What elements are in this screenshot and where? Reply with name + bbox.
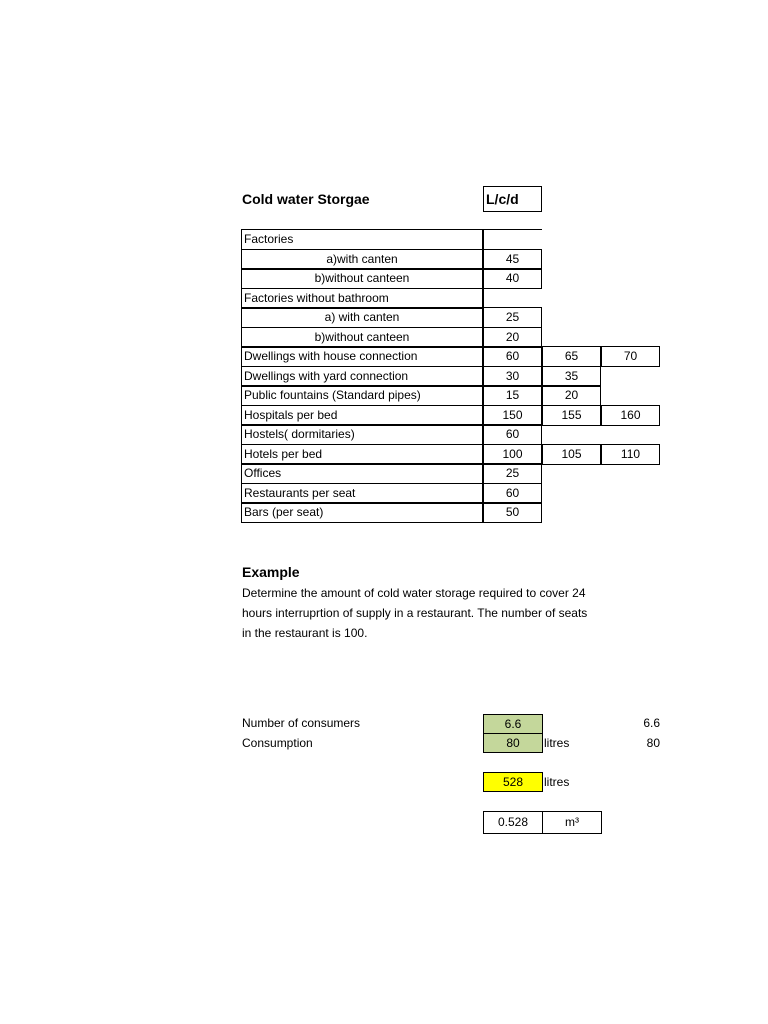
row-label: Public fountains (Standard pipes) bbox=[241, 385, 483, 406]
sheet-title: Cold water Storgae bbox=[242, 191, 370, 207]
row-value[interactable]: 15 bbox=[483, 385, 542, 406]
row-label: Hotels per bed bbox=[241, 444, 483, 465]
consumption-label: Consumption bbox=[242, 736, 313, 750]
row-extra-value-1[interactable]: 35 bbox=[542, 366, 601, 387]
example-line-3: in the restaurant is 100. bbox=[242, 626, 368, 640]
row-label: Bars (per seat) bbox=[241, 502, 483, 523]
row-label: Factories bbox=[241, 229, 483, 250]
row-value[interactable]: 50 bbox=[483, 502, 542, 523]
row-value[interactable]: 60 bbox=[483, 346, 542, 367]
row-value[interactable]: 25 bbox=[483, 463, 542, 484]
row-extra-value-1[interactable]: 105 bbox=[542, 444, 601, 465]
row-label: Dwellings with yard connection bbox=[241, 366, 483, 387]
row-value[interactable]: 100 bbox=[483, 444, 542, 465]
consumption-right-value: 80 bbox=[646, 736, 660, 750]
unit-header-cell: L/c/d bbox=[483, 186, 542, 212]
m3-value-cell[interactable]: 0.528 bbox=[483, 811, 543, 834]
row-value[interactable]: 30 bbox=[483, 366, 542, 387]
row-value[interactable] bbox=[483, 288, 542, 309]
row-label: Factories without bathroom bbox=[241, 288, 483, 309]
total-litres-cell[interactable]: 528 bbox=[483, 772, 543, 792]
total-litres-unit: litres bbox=[544, 775, 570, 789]
m3-unit-cell: m³ bbox=[542, 811, 602, 834]
row-value[interactable]: 25 bbox=[483, 307, 542, 328]
row-label: Dwellings with house connection bbox=[241, 346, 483, 367]
consumers-label: Number of consumers bbox=[242, 716, 361, 730]
example-heading: Example bbox=[242, 564, 300, 580]
consumers-value-cell[interactable]: 6.6 bbox=[483, 714, 543, 734]
consumers-right-value: 6.6 bbox=[643, 716, 660, 730]
row-extra-value-2[interactable]: 110 bbox=[601, 444, 660, 465]
row-value[interactable]: 40 bbox=[483, 268, 542, 289]
row-extra-value-1[interactable]: 65 bbox=[542, 346, 601, 367]
row-label: Offices bbox=[241, 463, 483, 484]
consumption-unit: litres bbox=[544, 736, 570, 750]
row-label: Hospitals per bed bbox=[241, 405, 483, 426]
row-value[interactable]: 60 bbox=[483, 483, 542, 504]
row-label: Hostels( dormitaries) bbox=[241, 424, 483, 445]
row-value[interactable]: 150 bbox=[483, 405, 542, 426]
row-label: b)without canteen bbox=[241, 327, 483, 348]
row-label: b)without canteen bbox=[241, 268, 483, 289]
row-value[interactable] bbox=[483, 229, 542, 250]
row-extra-value-2[interactable]: 160 bbox=[601, 405, 660, 426]
row-value[interactable]: 20 bbox=[483, 327, 542, 348]
row-value[interactable]: 45 bbox=[483, 249, 542, 270]
consumption-value-cell[interactable]: 80 bbox=[483, 733, 543, 753]
row-value[interactable]: 60 bbox=[483, 424, 542, 445]
row-extra-value-1[interactable]: 155 bbox=[542, 405, 601, 426]
example-line-1: Determine the amount of cold water storage required to cover 24 bbox=[242, 586, 586, 600]
row-label: Restaurants per seat bbox=[241, 483, 483, 504]
row-label: a) with canten bbox=[241, 307, 483, 328]
row-extra-value-1[interactable]: 20 bbox=[542, 385, 601, 406]
row-extra-value-2[interactable]: 70 bbox=[601, 346, 660, 367]
row-label: a)with canten bbox=[241, 249, 483, 270]
example-line-2: hours interruprtion of supply in a restaurant. The number of seats bbox=[242, 606, 588, 620]
